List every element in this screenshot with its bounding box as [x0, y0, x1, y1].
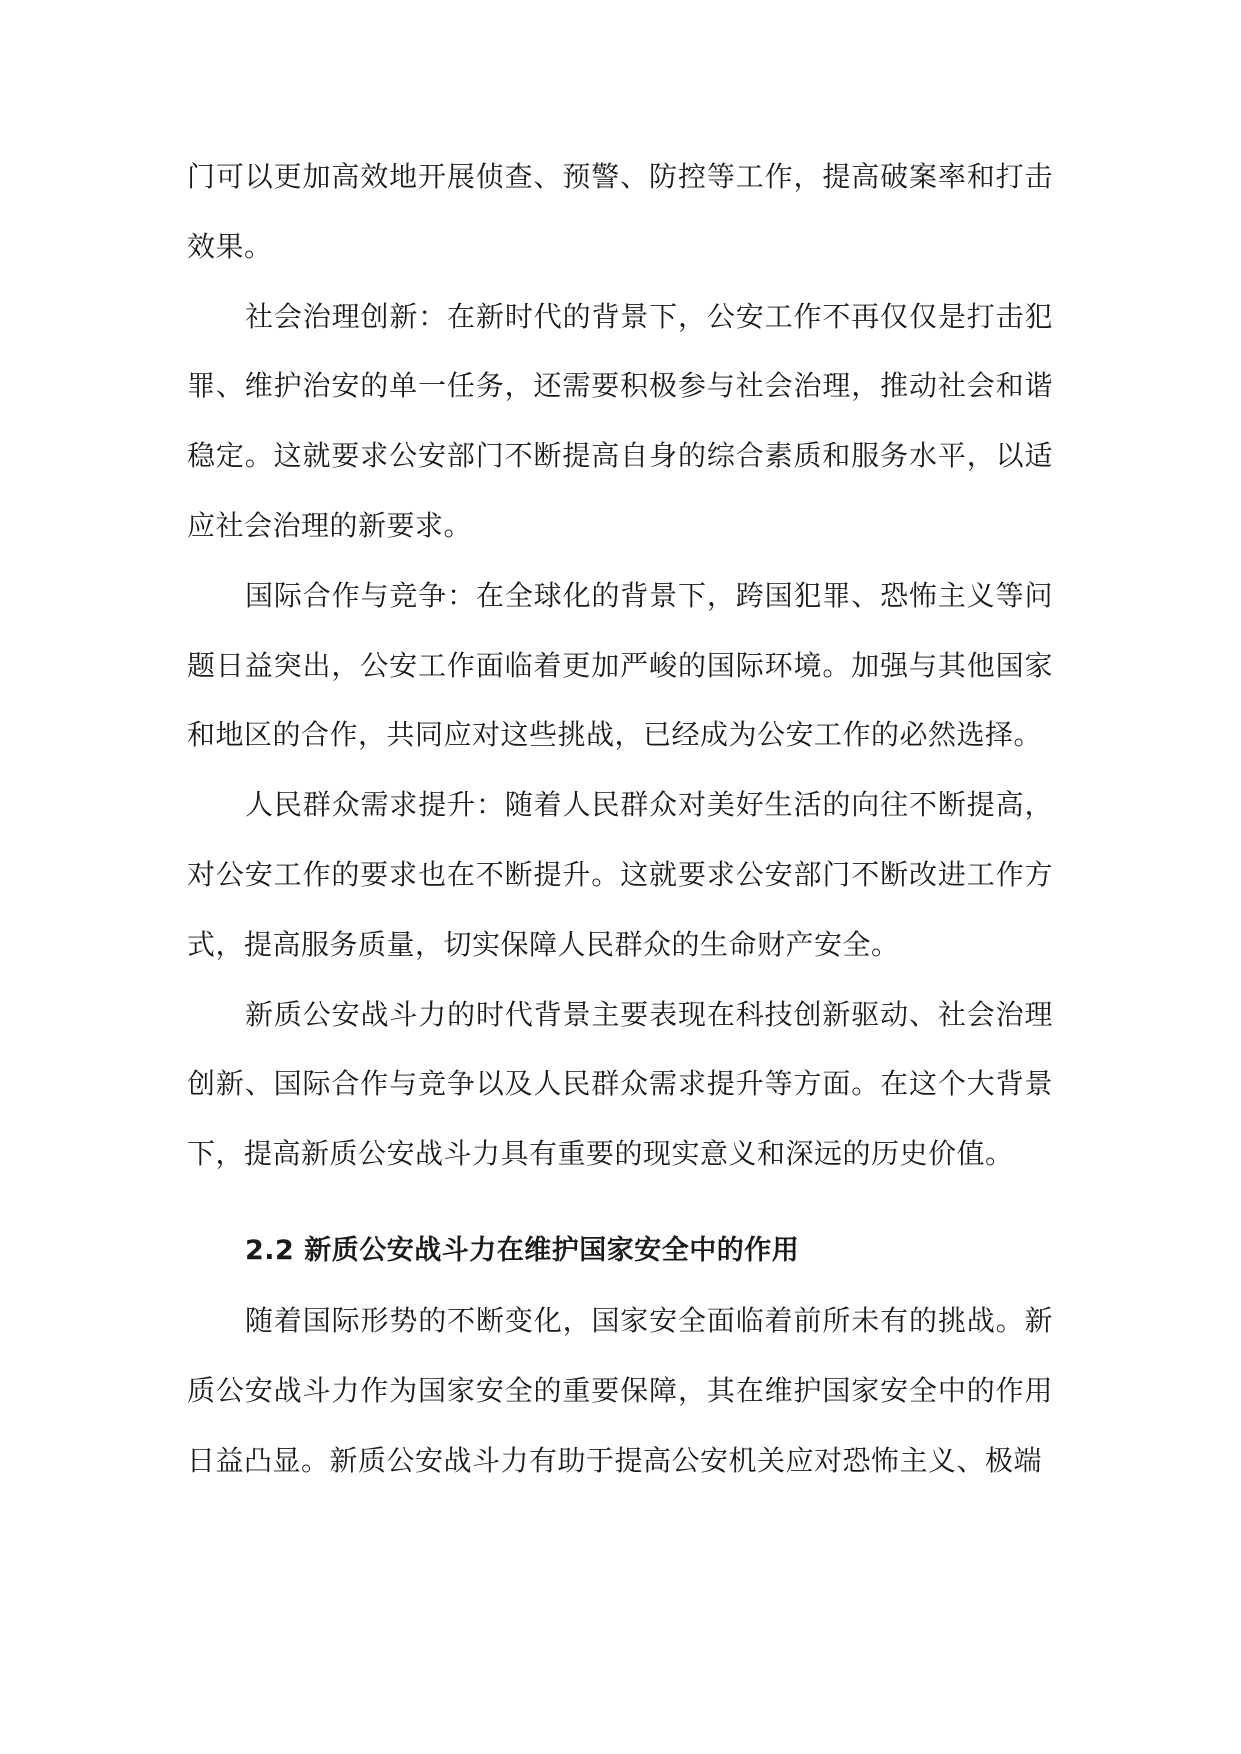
page-content	[187, 142, 1053, 1495]
paragraph-summary: 新质公安战斗力的时代背景主要表现在科技创新驱动、社会治理创新、国际合作与竞争以及人民群众需求提升等方面。在这个大背景下，提高新质公安战斗力具有重要的现实意义和深远的历史价值。	[187, 997, 1053, 1171]
paragraph-public-demand: 人民群众需求提升：随着人民群众对美好生活的向往不断提高，对公安工作的要求也在不断提升。这就要求公安部门不断改进工作方式，提高服务质量，切实保障人民群众的生命财产安全。	[187, 788, 1053, 961]
section-heading: 2.2 新质公安战斗力在维护国家安全中的作用	[245, 1234, 800, 1266]
paragraph-international-cooperation: 国际合作与竞争：在全球化的背景下，跨国犯罪、恐怖主义等问题日益突出，公安工作面临着更加严峻的国际环境。加强与其他国家和地区的合作，共同应对这些挑战，已经成为公安工作的必然选择。	[187, 578, 1053, 752]
paragraph-social-governance: 社会治理创新：在新时代的背景下，公安工作不再仅仅是打击犯罪、维护治安的单一任务，还需要积极参与社会治理，推动社会和谐稳定。这就要求公安部门不断提高自身的综合素质和服务水平，以适应社会治理的新要求。	[187, 299, 1053, 542]
paragraph-continued: 门可以更加高效地开展侦查、预警、防控等工作，提高破案率和打击效果。	[187, 160, 1053, 263]
paragraph-national-security: 随着国际形势的不断变化，国家安全面临着前所未有的挑战。新质公安战斗力作为国家安全的重要保障，其在维护国家安全中的作用日益凸显。新质公安战斗力有助于提高公安机关应对恐怖主义、极端	[187, 1303, 1053, 1477]
